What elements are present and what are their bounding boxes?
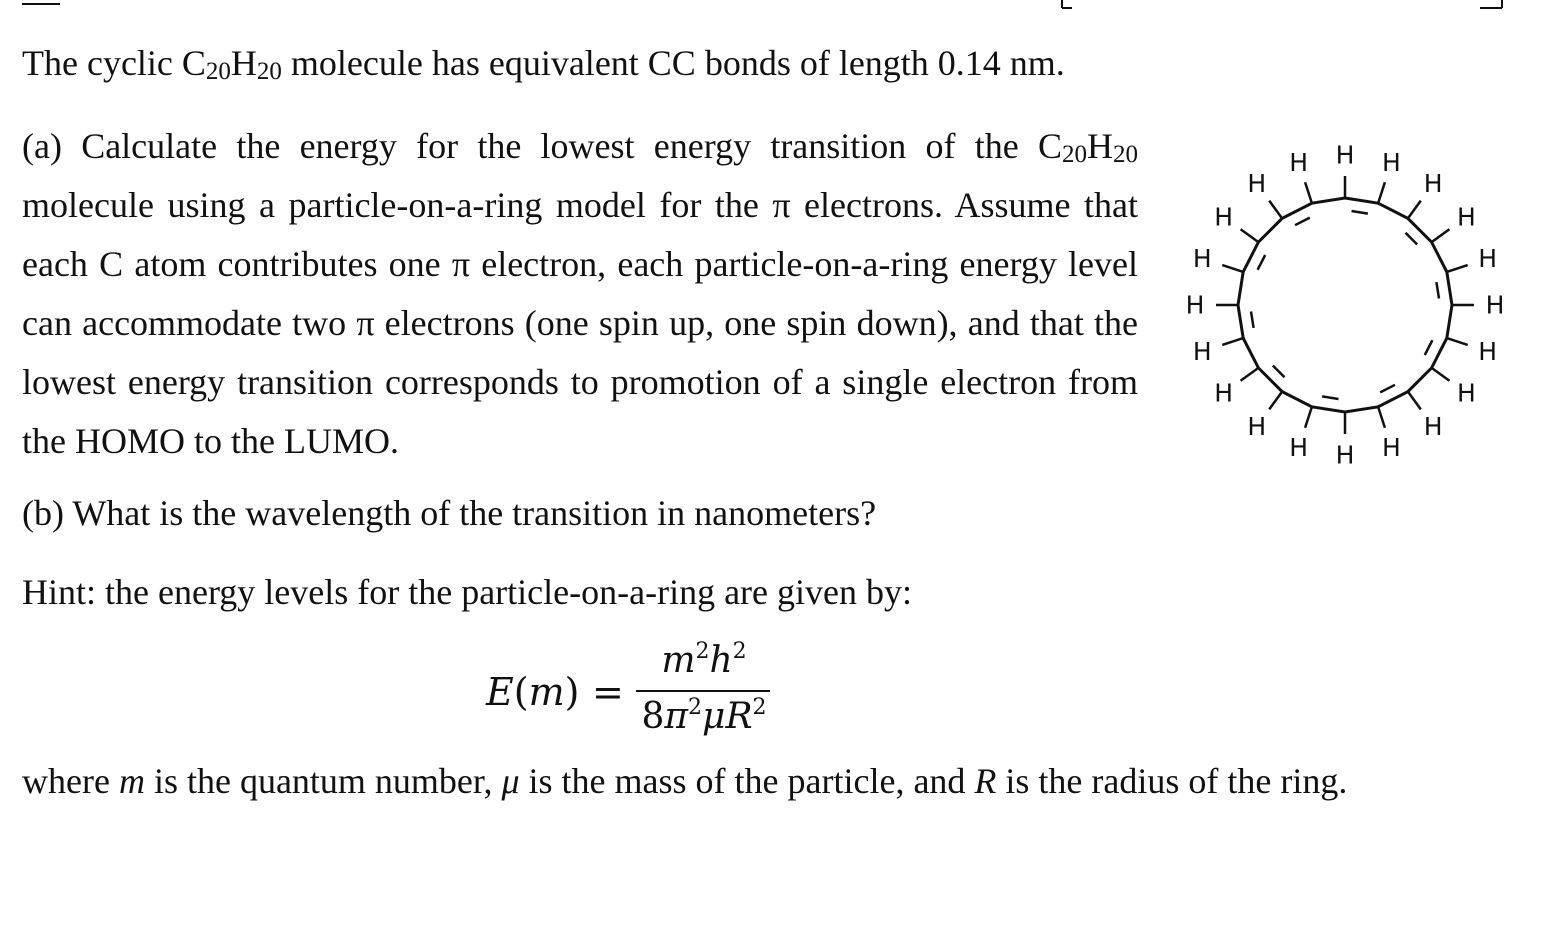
- double-bond-line: [1258, 255, 1266, 270]
- hydrogen-atom-label: H: [1214, 202, 1234, 232]
- hydrogen-atom-label: H: [1335, 140, 1355, 170]
- subscript: 20: [1062, 141, 1087, 168]
- ch-bond: [1408, 201, 1421, 219]
- formula-denominator: $8\pi^2\mu R^2$: [641, 695, 767, 737]
- ch-bond: [1432, 368, 1450, 381]
- ch-bond: [1432, 229, 1450, 242]
- ch-bond: [1305, 407, 1312, 428]
- page-edge-marks: [0, 0, 1565, 12]
- hydrogen-atom-label: H: [1381, 147, 1401, 177]
- formula-numerator: $m^2h^2$: [661, 639, 747, 681]
- hydrogen-atom-label: H: [1423, 169, 1443, 199]
- ch-bond: [1447, 338, 1468, 345]
- double-bond-line: [1406, 233, 1418, 245]
- var-m: m: [118, 761, 145, 801]
- var-mu: μ: [501, 761, 520, 801]
- hydrogen-atom-label: H: [1478, 244, 1498, 274]
- hydrogen-atom-label: H: [1381, 433, 1401, 463]
- hydrogen-atom-label: H: [1485, 290, 1505, 320]
- ch-bond: [1222, 338, 1243, 345]
- double-bond-line: [1273, 366, 1285, 378]
- ch-bonds: [1216, 176, 1474, 434]
- ch-bond: [1408, 392, 1421, 410]
- hint-sentence: Hint: the energy levels for the particle-on-a-ring are given by:: [22, 572, 912, 612]
- var-r: R: [974, 761, 997, 801]
- double-bond-line: [1251, 312, 1254, 328]
- where-sentence: where m is the quantum number, μ is the mass of the particle, and R is the radius of the ring.: [22, 761, 1348, 801]
- hydrogen-atom-label: H: [1289, 433, 1309, 463]
- double-bond-line: [1295, 218, 1310, 226]
- fraction-bar: [636, 690, 770, 692]
- double-bond-line: [1352, 211, 1368, 214]
- ch-bond: [1447, 265, 1468, 272]
- subscript: 20: [205, 58, 231, 85]
- double-bond-line: [1380, 385, 1395, 393]
- intro-sentence: The cyclic $C_{20}H_{20}$ molecule has equivalent CC bonds of length 0.14 nm.: [22, 43, 1065, 85]
- ch-bond: [1378, 407, 1385, 428]
- ch-bond: [1378, 182, 1385, 203]
- hydrogen-atom-label: H: [1289, 147, 1309, 177]
- double-bonds: [1251, 211, 1439, 399]
- hydrogen-atom-label: H: [1423, 411, 1443, 441]
- ch-bond: [1241, 229, 1259, 242]
- hydrogen-atom-label: H: [1247, 411, 1267, 441]
- energy-formula: [486, 640, 786, 740]
- carbon-ring: [1238, 198, 1452, 412]
- hydrogen-atom-label: H: [1192, 244, 1212, 274]
- ch-bond: [1222, 265, 1243, 272]
- hydrogen-atom-label: H: [1456, 202, 1476, 232]
- subscript: 20: [256, 58, 282, 85]
- hydrogen-atom-label: H: [1247, 169, 1267, 199]
- ch-bond: [1269, 201, 1282, 219]
- hydrogen-atom-label: H: [1214, 378, 1234, 408]
- double-bond-line: [1322, 396, 1338, 399]
- hydrogen-atom-label: H: [1335, 440, 1355, 465]
- formula-lhs: E(m): [486, 670, 580, 714]
- hydrogen-atom-label: H: [1185, 290, 1205, 320]
- double-bond-line: [1425, 340, 1433, 355]
- formula-equals: =: [592, 670, 624, 714]
- part-a-paragraph: (a) Calculate the energy for the lowest energy transition of the $C_{20}H_{20}$ molecule using a particle-on-a-ring model for the π electrons. Assume that each C atom contributes one π electron, each particle-on-a-ring energy level can accommodate two π electrons (one spin up, one spin down), and that the lowest energy transition corresponds to promotion of a single electron from the HOMO to the LUMO.: [22, 126, 1138, 461]
- hydrogen-atom-label: H: [1192, 336, 1212, 366]
- ch-bond: [1305, 182, 1312, 203]
- hydrogen-atom-label: H: [1456, 378, 1476, 408]
- hydrogen-atom-label: H: [1478, 336, 1498, 366]
- cyclic-molecule-diagram: [1180, 140, 1525, 465]
- ring-bonds: [1238, 198, 1452, 412]
- ch-bond: [1269, 392, 1282, 410]
- part-b-question: (b) What is the wavelength of the transition in nanometers?: [22, 493, 877, 533]
- subscript: 20: [1113, 141, 1138, 168]
- double-bond-line: [1436, 282, 1439, 298]
- ch-bond: [1241, 368, 1259, 381]
